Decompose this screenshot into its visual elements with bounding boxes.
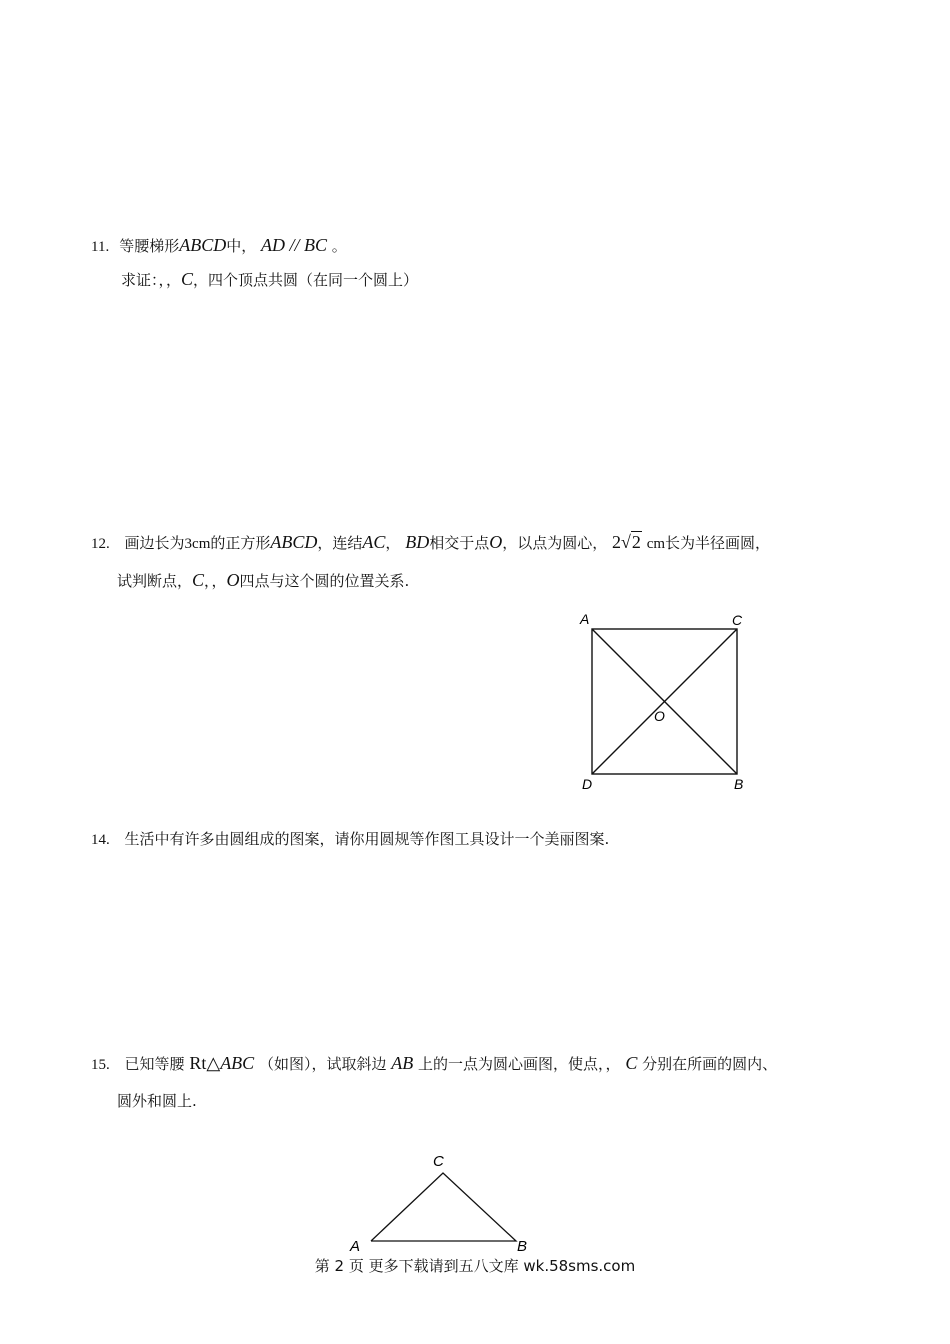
q11-text: ，四个顶点共圆（在同一个圆上）	[193, 271, 419, 289]
q12-text: 长为半径画圆，	[665, 534, 771, 552]
q15-math-abc: ABC	[220, 1053, 255, 1073]
q11-line1	[91, 231, 891, 261]
q14-number: 14.	[91, 832, 110, 848]
square-diagonals-figure	[570, 605, 760, 800]
q15-line1	[91, 1049, 891, 1079]
q12-radical-coef: 2	[612, 532, 622, 552]
q12-math-bd: BD	[405, 532, 430, 552]
q12-text: 四点与这个圆的位置关系.	[239, 572, 410, 590]
center-label-o: O	[654, 708, 665, 724]
sqrt-symbol-icon: √	[621, 532, 631, 552]
q15-rt-triangle: Rt△	[189, 1053, 221, 1073]
triangle-outline	[371, 1173, 516, 1241]
vertex-label-a: A	[350, 1238, 361, 1255]
q12-line1	[91, 528, 891, 558]
q12-math-o: O	[226, 570, 240, 590]
q15-number: 15.	[91, 1057, 110, 1073]
q15-math-ab: AB	[391, 1053, 414, 1073]
question-12	[91, 528, 891, 595]
q15-line2	[91, 1087, 891, 1115]
q15-text: 上的一点为圆心画图，使点，，	[418, 1055, 621, 1073]
vertex-label-a: A	[580, 611, 590, 627]
q15-text: 分别在所画的圆内、	[642, 1055, 778, 1073]
q11-text: 求证：，，	[121, 271, 182, 289]
vertex-label-c: C	[732, 612, 743, 628]
q11-math-parallel: AD // BC	[261, 235, 328, 255]
q12-text: ，以点为圆心，	[502, 534, 608, 552]
question-15	[91, 1049, 891, 1115]
vertex-label-c: C	[433, 1153, 444, 1170]
page-footer: 第 2 页 更多下载请到五八文库 wk.58sms.com	[314, 1257, 636, 1275]
vertex-label-b: B	[517, 1238, 528, 1255]
q11-text: 中，	[226, 237, 257, 255]
q11-text: 。	[331, 237, 347, 255]
q12-math-abcd: ABCD	[270, 532, 318, 552]
q12-text: 画边长为	[124, 534, 185, 552]
q12-text: ，连结	[317, 534, 363, 552]
vertex-label-d: D	[582, 776, 593, 792]
q11-line2	[91, 265, 891, 294]
q12-math-o: O	[489, 532, 503, 552]
q12-text: 试判断点，	[117, 572, 193, 590]
q11-text: 等腰梯形	[119, 237, 180, 255]
q14-text: 生活中有许多由圆组成的图案，请你用圆规等作图工具设计一个美丽图案.	[124, 830, 610, 848]
q11-math-c: C	[181, 269, 194, 289]
q12-text: 的正方形	[210, 534, 271, 552]
q11-math-abcd: ABCD	[179, 235, 227, 255]
q15-text: 圆外和圆上.	[117, 1092, 197, 1110]
q12-unit: cm	[646, 536, 666, 552]
q12-math-ac: AC	[362, 532, 386, 552]
q12-text: ，，	[204, 572, 227, 590]
q15-math-c: C	[625, 1053, 638, 1073]
q15-text: （如图），试取斜边	[258, 1055, 387, 1073]
q12-length: 3cm	[184, 536, 211, 552]
q11-number: 11.	[91, 239, 110, 255]
q12-text: ，	[385, 534, 401, 552]
triangle-figure	[340, 1148, 540, 1258]
q15-text: 已知等腰	[124, 1055, 185, 1073]
question-14	[91, 825, 891, 854]
q12-number: 12.	[91, 536, 110, 552]
vertex-label-b: B	[734, 776, 744, 792]
question-11	[91, 231, 891, 294]
q12-line2	[91, 566, 891, 595]
q12-text: 相交于点	[429, 534, 490, 552]
q12-radicand: 2	[631, 532, 641, 552]
q12-math-c: C	[192, 570, 205, 590]
